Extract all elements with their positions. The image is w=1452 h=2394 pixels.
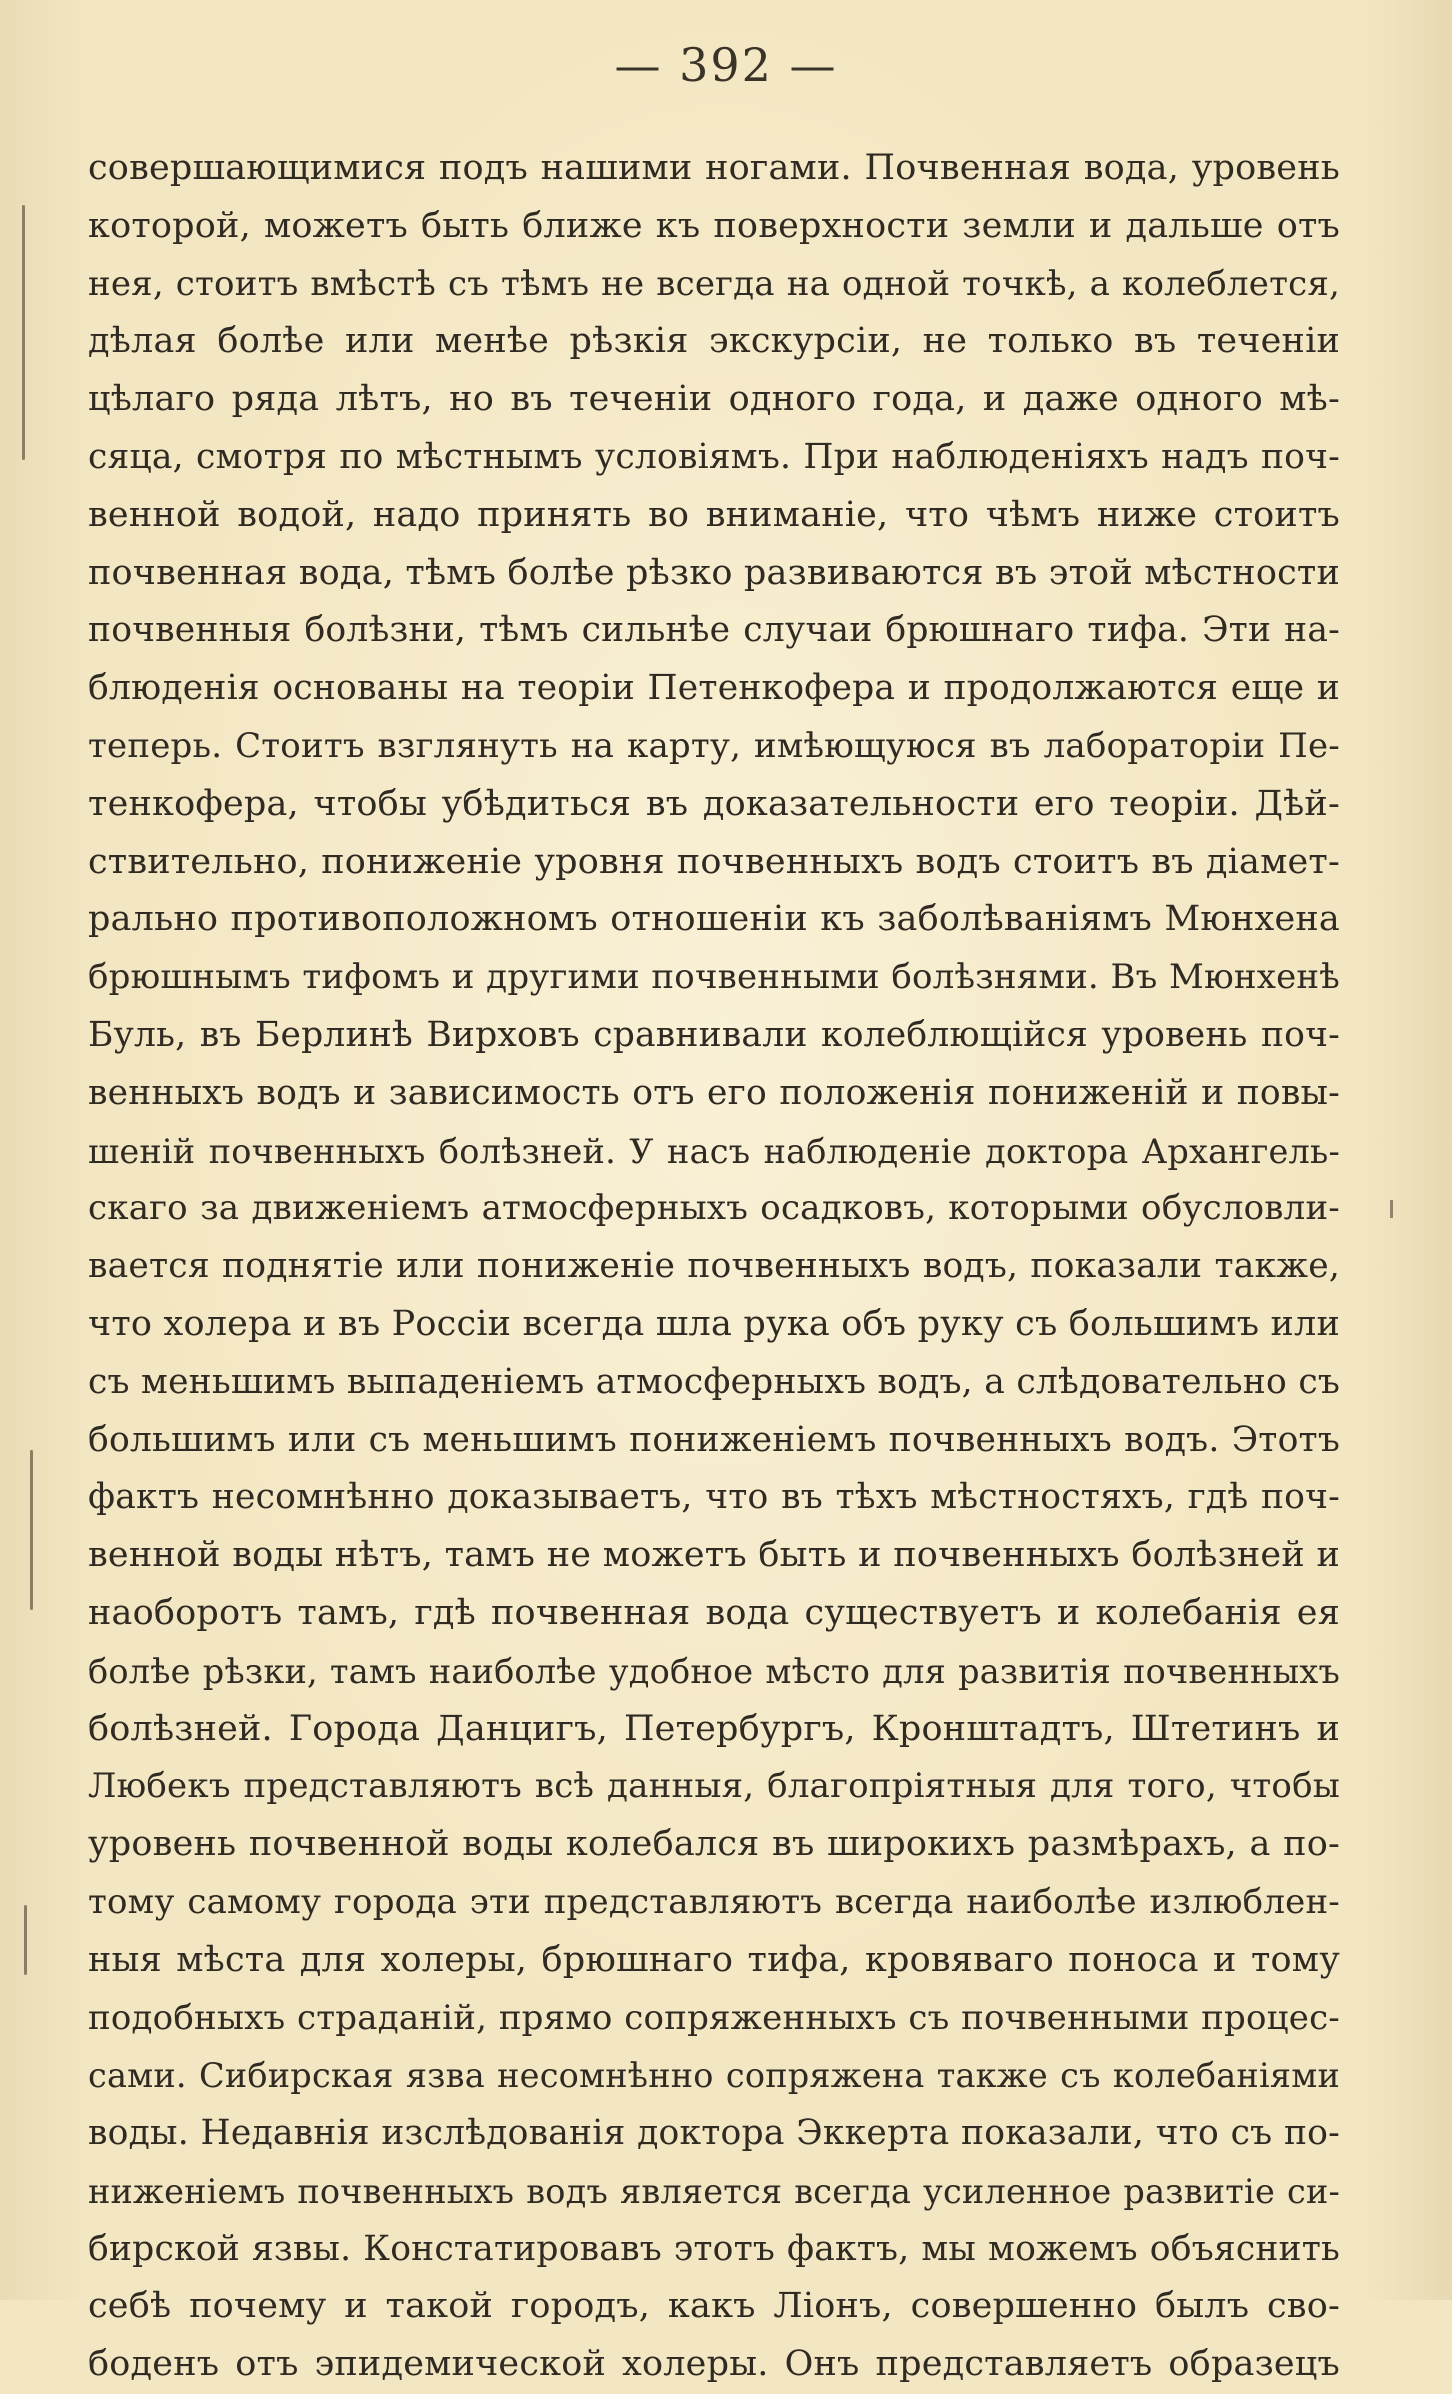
text-line: почвенная вода, тѣмъ болѣе рѣзко развиваются въ этой мѣстности bbox=[88, 552, 1340, 593]
text-line: дѣлая болѣе или менѣе рѣзкія экскурсіи, не только въ теченіи bbox=[88, 321, 1340, 362]
text-line: болѣе рѣзки, тамъ наиболѣе удобное мѣсто для развитія почвенныхъ bbox=[88, 1651, 1340, 1691]
page-number: — 392 — bbox=[614, 38, 838, 92]
text-line: вается поднятіе или пониженіе почвенныхъ водъ, показали также, bbox=[88, 1246, 1340, 1287]
margin-tick bbox=[1390, 1200, 1393, 1218]
text-line: что холера и въ Россіи всегда шла рука объ руку съ большимъ или bbox=[88, 1303, 1340, 1344]
text-line: венныхъ водъ и зависимость отъ его положенія пониженій и повы- bbox=[88, 1072, 1340, 1113]
text-line: бирской язвы. Констатировавъ этотъ фактъ, мы можемъ объяснить bbox=[88, 2228, 1340, 2269]
text-line: большимъ или съ меньшимъ пониженіемъ почвенныхъ водъ. Этотъ bbox=[88, 1419, 1340, 1460]
text-line: сами. Сибирская язва несомнѣнно сопряжена также съ колебаніями bbox=[88, 2056, 1340, 2096]
text-line: себѣ почему и такой городъ, какъ Ліонъ, совершенно былъ сво- bbox=[88, 2286, 1340, 2327]
text-line: почвенныя болѣзни, тѣмъ сильнѣе случаи брюшнаго тифа. Эти на- bbox=[88, 610, 1340, 651]
margin-pencil-mark bbox=[30, 1450, 33, 1610]
text-line: подобныхъ страданій, прямо сопряженныхъ съ почвенными процес- bbox=[88, 1997, 1340, 2038]
text-line: брюшнымъ тифомъ и другими почвенными болѣзнями. Въ Мюнхенѣ bbox=[88, 957, 1340, 998]
text-line: ниженіемъ почвенныхъ водъ является всегда усиленное развитіе си- bbox=[88, 2171, 1340, 2211]
text-line: скаго за движеніемъ атмосферныхъ осадковъ, которыми обусловли- bbox=[88, 1188, 1340, 1229]
text-line: которой, можетъ быть ближе къ поверхности земли и дальше отъ bbox=[88, 205, 1340, 246]
text-line: ствительно, пониженіе уровня почвенныхъ водъ стоитъ въ діамет- bbox=[88, 841, 1340, 882]
text-line: уровень почвенной воды колебался въ широкихъ размѣрахъ, а по- bbox=[88, 1824, 1340, 1865]
text-line: съ меньшимъ выпаденіемъ атмосферныхъ водъ, а слѣдовательно съ bbox=[88, 1361, 1340, 1402]
text-line: Буль, въ Берлинѣ Вирховъ сравнивали колеблющійся уровень поч- bbox=[88, 1014, 1340, 1055]
text-line: боденъ отъ эпидемической холеры. Онъ представляетъ образецъ bbox=[88, 2344, 1340, 2385]
margin-pencil-mark bbox=[24, 1905, 27, 1975]
text-line: фактъ несомнѣнно доказываетъ, что въ тѣхъ мѣстностяхъ, гдѣ поч- bbox=[88, 1477, 1340, 1518]
text-line: сяца, смотря по мѣстнымъ условіямъ. При наблюденіяхъ надъ поч- bbox=[88, 436, 1340, 477]
text-line: венной воды нѣтъ, тамъ не можетъ быть и почвенныхъ болѣзней и bbox=[88, 1535, 1340, 1576]
text-line: совершающимися подъ нашими ногами. Почвенная вода, уровень bbox=[88, 148, 1340, 188]
text-line: теперь. Стоитъ взглянуть на карту, имѣющуюся въ лабораторіи Пе- bbox=[88, 725, 1340, 766]
margin-pencil-mark bbox=[22, 205, 25, 460]
text-line: цѣлаго ряда лѣтъ, но въ теченіи одного года, и даже одного мѣ- bbox=[88, 379, 1340, 420]
text-line: шеній почвенныхъ болѣзней. У насъ наблюденіе доктора Архангель- bbox=[88, 1131, 1340, 1171]
text-line: нея, стоитъ вмѣстѣ съ тѣмъ не всегда на одной точкѣ, а колеблется, bbox=[88, 263, 1340, 304]
text-line: блюденія основаны на теоріи Петенкофера и продолжаются еще и bbox=[88, 668, 1340, 709]
text-line: венной водой, надо принять во вниманіе, что чѣмъ ниже стоитъ bbox=[88, 494, 1340, 535]
text-line: Любекъ представляютъ всѣ данныя, благопріятныя для того, чтобы bbox=[88, 1766, 1340, 1807]
text-line: воды. Недавнія изслѣдованія доктора Эккерта показали, что съ по- bbox=[88, 2113, 1340, 2154]
text-line: тому самому города эти представляютъ всегда наиболѣе излюблен- bbox=[88, 1881, 1340, 1922]
text-line: наоборотъ тамъ, гдѣ почвенная вода существуетъ и колебанія ея bbox=[88, 1592, 1340, 1633]
body-text bbox=[88, 140, 1340, 2394]
text-line: тенкофера, чтобы убѣдиться въ доказательности его теоріи. Дѣй- bbox=[88, 783, 1340, 824]
text-line: рально противоположномъ отношеніи къ заболѣваніямъ Мюнхена bbox=[88, 899, 1340, 940]
text-line: ныя мѣста для холеры, брюшнаго тифа, кровяваго поноса и тому bbox=[88, 1939, 1340, 1980]
text-line: болѣзней. Города Данцигъ, Петербургъ, Кронштадтъ, Штетинъ и bbox=[88, 1708, 1340, 1749]
